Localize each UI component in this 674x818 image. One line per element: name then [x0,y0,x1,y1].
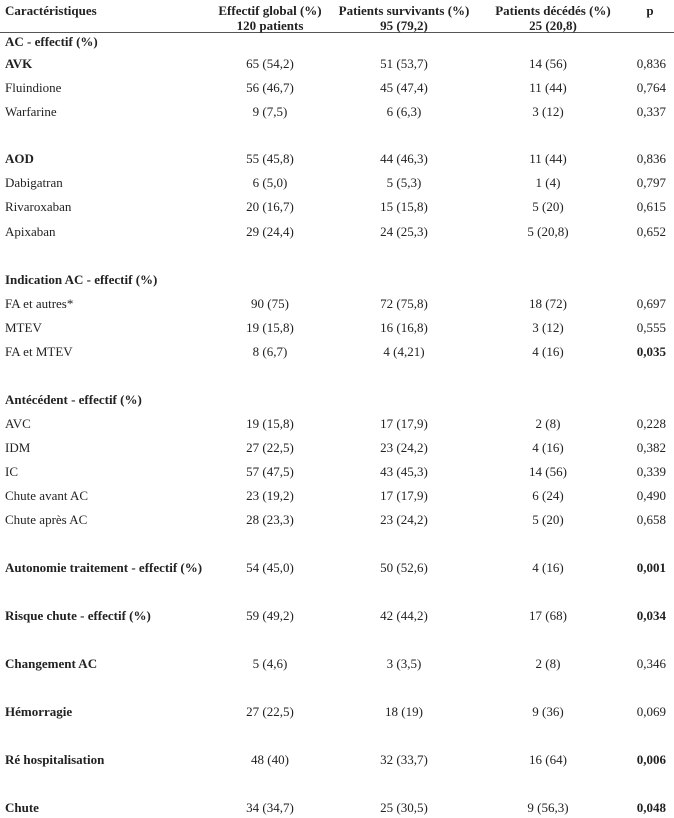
cell-survivors: 16 (16,8) [380,320,428,335]
cell-overall: 55 (45,8) [246,151,294,166]
table-row [0,33,674,51]
cell-overall: 8 (6,7) [252,344,288,359]
table-row [0,799,674,817]
table-row [0,511,674,529]
cell-overall: 48 (40) [251,752,289,767]
cell-p-value: 0,490 [636,488,666,503]
cell-p-value: 0,797 [636,175,666,190]
row-label: IDM [5,440,31,455]
cell-deceased: 2 (8) [535,656,561,671]
cell-survivors: 15 (15,8) [380,199,428,214]
cell-overall: 59 (49,2) [246,608,294,623]
cell-survivors: 3 (3,5) [386,656,422,671]
cell-p-value: 0,034 [636,608,666,623]
cell-deceased: 16 (64) [529,752,567,767]
row-label: Chute [5,800,39,815]
row-label: AVK [5,56,33,71]
cell-survivors: 4 (4,21) [383,344,425,359]
cell-overall: 19 (15,8) [246,416,294,431]
cell-p-value: 0,615 [636,199,666,214]
cell-overall: 27 (22,5) [246,704,294,719]
row-label: Risque chute - effectif (%) [5,608,151,623]
cell-overall: 34 (34,7) [246,800,294,815]
cell-deceased: 1 (4) [535,175,561,190]
cell-deceased: 11 (44) [529,80,567,95]
row-label: Warfarine [5,104,57,119]
header-deceased-count: 25 (20,8) [529,18,577,33]
cell-p-value: 0,048 [636,800,666,815]
table-row [0,559,674,577]
cell-p-value: 0,006 [636,752,666,767]
cell-deceased: 17 (68) [529,608,567,623]
cell-overall: 9 (7,5) [252,104,288,119]
row-label: Hémorragie [5,704,73,719]
cell-overall: 54 (45,0) [246,560,294,575]
cell-survivors: 5 (5,3) [386,175,422,190]
table-row [0,79,674,97]
cell-deceased: 5 (20) [532,512,564,527]
cell-survivors: 17 (17,9) [380,488,428,503]
table-row [0,415,674,433]
row-label: FA et MTEV [5,344,73,359]
table-row [0,703,674,721]
row-label: Antécédent - effectif (%) [5,392,142,407]
cell-deceased: 3 (12) [532,320,564,335]
cell-deceased: 14 (56) [529,56,567,71]
table-row [0,319,674,337]
cell-survivors: 45 (47,4) [380,80,428,95]
cell-p-value: 0,035 [636,344,666,359]
cell-p-value: 0,836 [636,151,666,166]
cell-p-value: 0,652 [636,224,666,239]
cell-survivors: 23 (24,2) [380,512,428,527]
cell-deceased: 2 (8) [535,416,561,431]
cell-deceased: 9 (56,3) [527,800,569,815]
table-row [0,487,674,505]
cell-deceased: 18 (72) [529,296,567,311]
cell-overall: 19 (15,8) [246,320,294,335]
cell-deceased: 11 (44) [529,151,567,166]
cell-overall: 29 (24,4) [246,224,294,239]
row-label: MTEV [5,320,42,335]
cell-survivors: 24 (25,3) [380,224,428,239]
cell-p-value: 0,764 [636,80,666,95]
header-characteristics: Caractéristiques [5,3,97,18]
cell-survivors: 44 (46,3) [380,151,428,166]
cell-deceased: 5 (20) [532,199,564,214]
cell-deceased: 5 (20,8) [527,224,569,239]
row-label: FA et autres* [5,296,74,311]
cell-p-value: 0,339 [636,464,666,479]
table-row [0,655,674,673]
row-label: AVC [5,416,31,431]
cell-p-value: 0,697 [636,296,666,311]
cell-survivors: 6 (6,3) [386,104,422,119]
header-p-value: p [646,3,654,18]
row-label: IC [5,464,18,479]
row-label: Fluindione [5,80,62,95]
header-survivors [334,3,474,33]
header-deceased-title: Patients décédés (%) [495,3,611,18]
header-survivors-title: Patients survivants (%) [338,3,470,18]
cell-p-value: 0,555 [636,320,666,335]
row-label: Apixaban [5,224,56,239]
row-label: Ré hospitalisation [5,752,105,767]
cell-overall: 56 (46,7) [246,80,294,95]
cell-p-value: 0,069 [636,704,666,719]
header-overall-count: 120 patients [236,18,304,33]
cell-survivors: 17 (17,9) [380,416,428,431]
cell-survivors: 32 (33,7) [380,752,428,767]
cell-overall: 23 (19,2) [246,488,294,503]
header-deceased [488,3,618,33]
cell-survivors: 42 (44,2) [380,608,428,623]
table-row [0,463,674,481]
table-row [0,174,674,192]
cell-overall: 20 (16,7) [246,199,294,214]
table-row [0,343,674,361]
header-overall-title: Effectif global (%) [218,3,322,18]
cell-deceased: 9 (36) [532,704,564,719]
table-row [0,295,674,313]
cell-p-value: 0,337 [636,104,666,119]
row-label: Chute avant AC [5,488,89,503]
cell-overall: 27 (22,5) [246,440,294,455]
row-label: Dabigatran [5,175,63,190]
row-label: AOD [5,151,34,166]
cell-overall: 65 (54,2) [246,56,294,71]
table-row [0,198,674,216]
row-label: Indication AC - effectif (%) [5,272,158,287]
cell-deceased: 4 (16) [532,344,564,359]
table-row [0,223,674,241]
cell-survivors: 23 (24,2) [380,440,428,455]
header-survivors-count: 95 (79,2) [380,18,428,33]
table-row [0,55,674,73]
cell-p-value: 0,658 [636,512,666,527]
cell-deceased: 6 (24) [532,488,564,503]
table-row [0,391,674,409]
row-label: Autonomie traitement - effectif (%) [5,560,203,575]
row-label: Rivaroxaban [5,199,72,214]
table-row [0,751,674,769]
table-row [0,103,674,121]
cell-overall: 6 (5,0) [252,175,288,190]
row-label: Chute après AC [5,512,88,527]
cell-p-value: 0,001 [636,560,666,575]
cell-survivors: 43 (45,3) [380,464,428,479]
cell-survivors: 72 (75,8) [380,296,428,311]
cell-overall: 28 (23,3) [246,512,294,527]
cell-p-value: 0,836 [636,56,666,71]
cell-overall: 5 (4,6) [252,656,288,671]
table-row [0,439,674,457]
cell-p-value: 0,228 [636,416,666,431]
table-row [0,271,674,289]
cell-survivors: 50 (52,6) [380,560,428,575]
cell-deceased: 3 (12) [532,104,564,119]
cell-overall: 90 (75) [251,296,289,311]
cell-p-value: 0,382 [636,440,666,455]
cell-deceased: 4 (16) [532,560,564,575]
table-row [0,607,674,625]
cell-survivors: 18 (19) [385,704,423,719]
header-overall [210,3,330,33]
cell-overall: 57 (47,5) [246,464,294,479]
table-header [0,0,674,33]
cell-p-value: 0,346 [636,656,666,671]
cell-deceased: 4 (16) [532,440,564,455]
row-label: AC - effectif (%) [5,34,98,49]
cell-deceased: 14 (56) [529,464,567,479]
table-row [0,150,674,168]
cell-survivors: 25 (30,5) [380,800,428,815]
cell-survivors: 51 (53,7) [380,56,428,71]
row-label: Changement AC [5,656,98,671]
